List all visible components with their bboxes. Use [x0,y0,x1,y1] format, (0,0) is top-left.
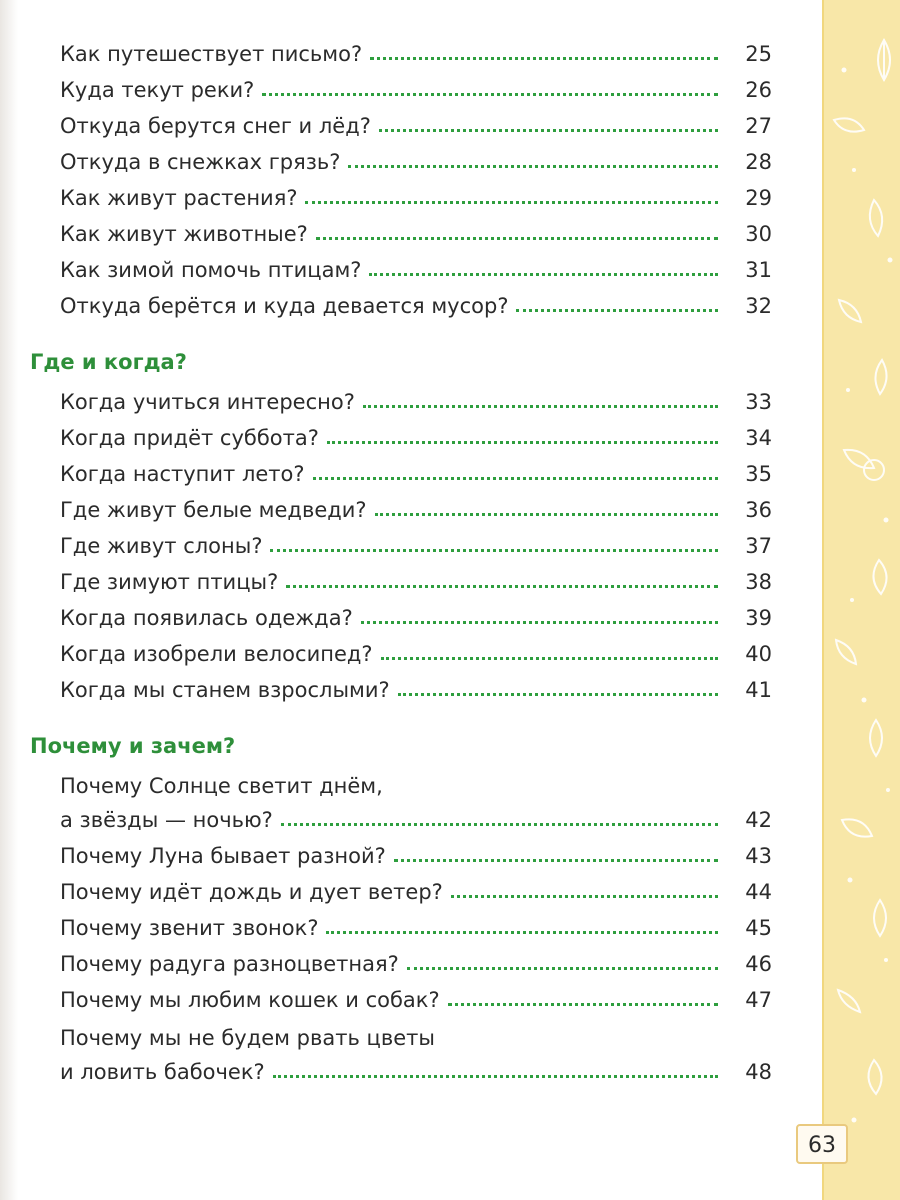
toc-page-number: 31 [745,258,772,282]
toc-page-number: 46 [745,952,772,976]
toc-entry-label-line1: Почему Солнце светит днём, [60,774,383,798]
toc-page-number: 42 [745,808,772,832]
dot-leader [451,895,718,898]
toc-entry-label: Где живут слоны? [60,534,263,558]
dot-leader [305,201,718,204]
toc-entry[interactable] [60,422,772,454]
toc-entry[interactable] [60,182,772,214]
toc-entry-label-line1: Почему мы не будем рвать цветы [60,1026,435,1050]
toc-entry-label: Когда изобрели велосипед? [60,642,373,666]
toc-entry-label: Почему идёт дождь и дует ветер? [60,880,443,904]
toc-entry[interactable] [60,840,772,872]
dot-leader [326,931,718,934]
toc-entry-label: Почему Луна бывает разной? [60,844,386,868]
toc-entry[interactable] [60,458,772,490]
toc-entry-label: Где живут белые медведи? [60,498,367,522]
toc-entry-label: Откуда в снежках грязь? [60,150,341,174]
leaf-pattern-icon [824,0,900,1200]
dot-leader [262,93,718,96]
toc-entry[interactable] [60,146,772,178]
toc-entry[interactable] [60,638,772,670]
dot-leader [316,237,718,240]
toc-entry[interactable] [60,254,772,286]
toc-page-number: 45 [745,916,772,940]
toc-page-number: 27 [745,114,772,138]
toc-page-number: 28 [745,150,772,174]
toc-page-number: 25 [745,42,772,66]
dot-leader [394,859,718,862]
dot-leader [448,1003,718,1006]
toc-entry[interactable] [60,530,772,562]
toc-entry[interactable] [60,290,772,322]
toc-entry-label: Как зимой помочь птицам? [60,258,362,282]
dot-leader [363,405,718,408]
toc-page-number: 43 [745,844,772,868]
dot-leader [516,309,718,312]
section-title-where-when: Где и когда? [30,350,187,374]
dot-leader [286,585,718,588]
toc-page-number: 36 [745,498,772,522]
toc-entry[interactable] [60,804,772,836]
toc-page-number: 38 [745,570,772,594]
toc-page-number: 39 [745,606,772,630]
toc-entry-label: а звёзды — ночью? [60,808,273,832]
toc-page-number: 26 [745,78,772,102]
toc-entry-label: Как живут растения? [60,186,298,210]
toc-page-number: 37 [745,534,772,558]
toc-entry-label: Где зимуют птицы? [60,570,279,594]
decorative-sidebar [822,0,900,1200]
toc-entry[interactable] [60,386,772,418]
dot-leader [273,1075,718,1078]
toc-entry[interactable] [60,948,772,980]
toc-page-number: 33 [745,390,772,414]
toc-entry-label: Когда учиться интересно? [60,390,355,414]
dot-leader [379,129,718,132]
toc-page-number: 30 [745,222,772,246]
toc-page-number: 41 [745,678,772,702]
toc-entry-label: Когда придёт суббота? [60,426,319,450]
dot-leader [270,549,718,552]
toc-entry-label: Откуда берётся и куда девается мусор? [60,294,509,318]
toc-page-number: 34 [745,426,772,450]
dot-leader [369,273,718,276]
toc-entry-label: Как путешествует письмо? [60,42,363,66]
dot-leader [381,657,718,660]
toc-entry[interactable] [60,984,772,1016]
dot-leader [327,441,718,444]
page-gutter-shadow [0,0,18,1200]
toc-page-number: 29 [745,186,772,210]
toc-entry[interactable] [60,912,772,944]
toc-entry-label: Когда появилась одежда? [60,606,353,630]
toc-entry-label: Как живут животные? [60,222,308,246]
toc-page-number: 40 [745,642,772,666]
toc-entry[interactable] [60,218,772,250]
toc-page-number: 44 [745,880,772,904]
toc-entry[interactable] [60,38,772,70]
toc-entry[interactable] [60,566,772,598]
toc-entry[interactable] [60,602,772,634]
page-number: 63 [796,1124,848,1164]
dot-leader [348,165,718,168]
toc-entry-label: Когда мы станем взрослыми? [60,678,390,702]
toc-entry[interactable] [60,674,772,706]
toc-entry-label: Почему мы любим кошек и собак? [60,988,440,1012]
dot-leader [370,57,718,60]
dot-leader [407,967,718,970]
toc-page-number: 47 [745,988,772,1012]
dot-leader [398,693,718,696]
toc-entry[interactable] [60,876,772,908]
toc-page-number: 35 [745,462,772,486]
toc-entry[interactable] [60,494,772,526]
toc-page-number: 48 [745,1060,772,1084]
dot-leader [361,621,718,624]
toc-entry[interactable] [60,1056,772,1088]
toc-entry-label: Откуда берутся снег и лёд? [60,114,371,138]
toc-entry-label: Куда текут реки? [60,78,255,102]
toc-entry[interactable] [60,74,772,106]
dot-leader [281,823,718,826]
toc-entry-label: и ловить бабочек? [60,1060,265,1084]
toc-entry[interactable] [60,110,772,142]
section-title-why-what-for: Почему и зачем? [30,734,236,758]
dot-leader [375,513,718,516]
toc-entry-label: Почему радуга разноцветная? [60,952,399,976]
toc-page-number: 32 [745,294,772,318]
dot-leader [313,477,718,480]
toc-entry-label: Почему звенит звонок? [60,916,319,940]
toc-entry-label: Когда наступит лето? [60,462,305,486]
